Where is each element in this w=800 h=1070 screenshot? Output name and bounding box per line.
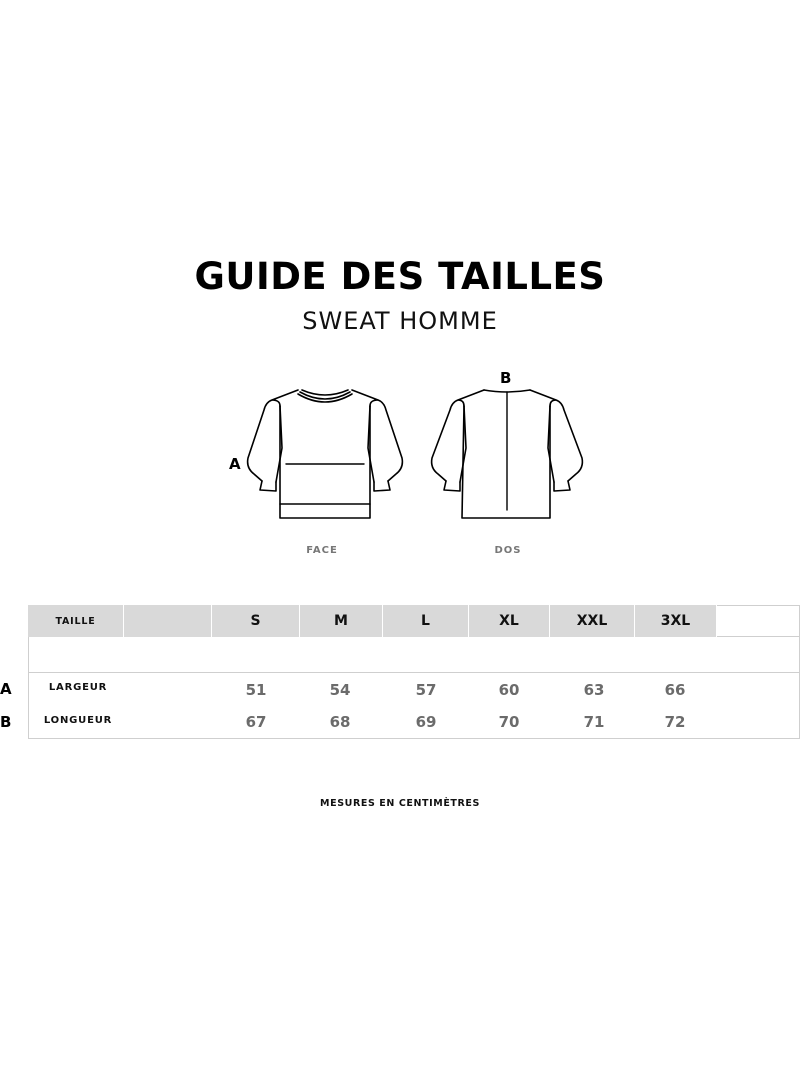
cell-largeur-m: 54 [329, 681, 351, 699]
cell-largeur-l: 57 [415, 681, 437, 699]
cell-largeur-xxl: 63 [583, 681, 605, 699]
row-label-longueur: LONGUEUR [43, 715, 113, 726]
cell-longueur-xxl: 71 [583, 713, 605, 731]
cell-largeur-xl: 60 [498, 681, 520, 699]
back-view-label: DOS [494, 545, 522, 556]
header-cell-size-3xl: 3XL [635, 605, 717, 637]
cell-longueur-3xl: 72 [664, 713, 686, 731]
header-cell-taille: TAILLE [28, 605, 124, 637]
header-cell-size-l: L [383, 605, 469, 637]
cell-largeur-s: 51 [245, 681, 267, 699]
sweatshirt-back-illustration [422, 378, 592, 528]
page-title: GUIDE DES TAILLES [194, 255, 606, 298]
row-divider [29, 672, 800, 673]
cell-longueur-l: 69 [415, 713, 437, 731]
cell-longueur-xl: 70 [498, 713, 520, 731]
front-view-label: FACE [306, 545, 338, 556]
header-cell-size-xl: XL [469, 605, 550, 637]
row-label-largeur: LARGEUR [48, 682, 108, 693]
header-cell-size-s: S [212, 605, 300, 637]
header-cell-size-xxl: XXL [550, 605, 635, 637]
cell-largeur-3xl: 66 [664, 681, 686, 699]
page-subtitle: SWEAT HOMME [302, 307, 498, 335]
cell-longueur-s: 67 [245, 713, 267, 731]
sweatshirt-front-illustration [240, 378, 410, 528]
cell-longueur-m: 68 [329, 713, 351, 731]
measurement-note: MESURES EN CENTIMÈTRES [320, 798, 480, 809]
back-marker-b: B [500, 369, 512, 387]
front-marker-a: A [229, 455, 241, 473]
size-table [28, 605, 800, 739]
row-marker-a: A [0, 680, 12, 698]
row-marker-b: B [0, 713, 12, 731]
header-cell-spacer [124, 605, 212, 637]
header-cell-size-m: M [300, 605, 383, 637]
